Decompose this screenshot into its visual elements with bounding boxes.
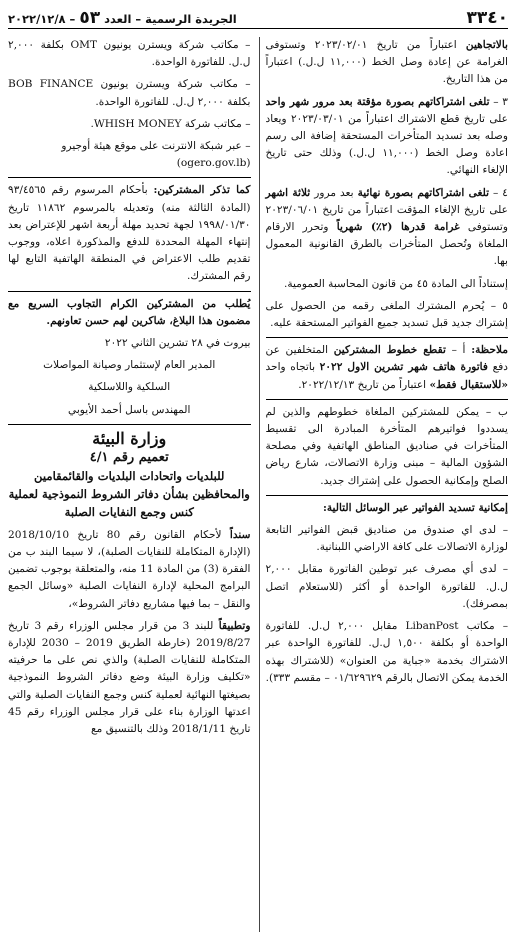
signature-title-1: المدير العام لإستثمار وصيانة المواصلات	[43, 359, 216, 372]
p1-text: اعتباراً من تاريخ ٢٠٢٣/٠٢/٠١ وتستوفى الغرامة عن إعادة وصل الخط (١١,٠٠٠ ل.ل.) اعتباراً من هذا التاريخ.	[265, 39, 508, 86]
divider	[8, 291, 251, 292]
circular-paragraph-2	[8, 618, 251, 738]
payment-method-1: – لدى اي صندوق من صناديق قبض الفواتير التابعة لوزارة الاتصالات على كافة الاراضي اللبنانية.	[265, 524, 508, 554]
issue-number: ٥٣	[79, 8, 101, 28]
p3-lead: ٤ –	[489, 186, 508, 199]
p3-text-c: وتحرر الارقام الملغاة وتُحصل المتأخرات بالطرق القانونية المعمول بها.	[265, 221, 508, 268]
payment-method-whish	[8, 116, 251, 133]
ministry-heading: وزارة البيئة	[92, 428, 167, 448]
l3-a: – مكاتب شركة	[181, 117, 251, 130]
ogero-url: (ogero.gov.lb)	[176, 157, 251, 170]
l2-b: بكلفة ٢,٠٠٠ ل.ل. للفاتورة الواحدة.	[95, 95, 251, 108]
l2-a: – مكاتب شركة ويسترن يونيون	[93, 78, 251, 91]
signature-title-2: السلكية واللاسلكية	[88, 381, 171, 394]
issue-date: – ٢٠٢٢/١٢/٨	[8, 12, 76, 26]
p3-bold-2: ثلاثة اشهر	[265, 186, 311, 199]
note-bold-2: تقطع خطوط المشتركين	[333, 344, 446, 357]
circular-paragraph-1	[8, 527, 251, 613]
note-bold-3: فاتورة هاتف شهر تشرين الاول ٢٠٢٢	[319, 361, 488, 374]
circular-title: للبلديات واتحادات البلديات والقائمقامين والمحافظين بشأن دفاتر الشروط النموذجية لعملية كنس وجمع النفايات الصلبة	[8, 468, 250, 519]
signing-date: بيروت في ٢٨ تشرين الثاني ٢٠٢٢	[104, 337, 251, 350]
p2-bold: تلغى اشتراكاتهم بصورة مؤقتة بعد مرور شهر واحد	[265, 95, 490, 108]
right-column	[259, 37, 509, 932]
p3-bold-1: تلغى اشتراكاتهم بصورة نهائية	[357, 186, 490, 199]
l1-a: – مكاتب شركة ويسترن يونيون	[97, 39, 251, 51]
divider	[266, 399, 509, 400]
reminder-paragraph	[8, 182, 251, 285]
payment-method-online	[8, 138, 251, 172]
divider	[266, 495, 509, 496]
p3-text-b: على تاريخ الإلغاء المؤقت اعتباراً من تاريخ ٢٠٢٣/٠٦/٠١ وتستوفى	[265, 203, 508, 234]
circular-number: تعميم رقم ٤/١	[89, 449, 169, 465]
bob-brand: BOB FINANCE	[8, 78, 94, 91]
p3-bold-3: غرامة قدرها (٢٪) شهرياً	[336, 221, 460, 234]
paragraph-item-5: ٥ – يُحرم المشترك الملغى رقمه من الحصول على إشتراك جديد قبل تسديد جميع الفواتير المستحقة عليه.	[265, 299, 508, 330]
payment-method-2: – لدى أي مصرف عبر توطين الفاتورة مقابل ٢,٠٠٠ ل.ل. للفاتورة الواحدة أو أكثر (للاستعلام اتصل بمصرفك).	[265, 563, 508, 610]
p3-text-a: بعد مرور	[310, 186, 358, 199]
left-column	[8, 37, 259, 932]
payment-method-bob	[8, 76, 251, 110]
p2-text: على تاريخ قطع الاشتراك اعتباراً من ٢٠٢٣/٠٣/٠١ ويعاد وصله بعد تسديد المتأخرات المستحقة إضافة الى رسم اعادة وصل الخط (١١,٠٠٠ ل.ل.) وذلك حتى تاريخ الإلغاء النهائي.	[265, 112, 508, 177]
l1-b: بكلفة ٢,٠٠٠ ل.ل. للفاتورة الواحدة.	[8, 39, 251, 69]
p2-lead: ٣ –	[489, 95, 508, 108]
divider	[266, 337, 509, 338]
divider	[8, 177, 251, 178]
payment-method-omt	[8, 37, 251, 71]
signature-name: المهندس باسل أحمد الأيوبي	[68, 403, 191, 416]
paragraph-1	[266, 37, 509, 89]
c2-text: للبند 3 من قرار مجلس الوزراء رقم 3 تاريخ 2019/8/27 (خارطة الطريق 2019 – 2030 للإدارة المتكاملة للنفايات الصلبة) والذي نص على ما حرفيته «تكليف وزارة البيئة وضع دفاتر الشروط النموذجية بصيغتها النهائية لعملية كنس وجمع النفايات الصلبة والتي اعدتها الوزارة بناء على قرار مجلس الوزراء رقم 45 تاريخ 2018/1/11 وذلك بالتنسيق مع	[8, 619, 251, 736]
omt-brand: OMT	[70, 39, 98, 51]
pay3-a: – مكاتب	[458, 620, 508, 633]
note-d: اعتباراً من تاريخ ٢٠٢٢/١٢/١٣.	[298, 378, 430, 391]
l3-b: .	[90, 117, 94, 130]
request-paragraph: يُطلب من المشتركين الكرام التجاوب السريع مع مضمون هذا البلاغ، شاكرين لهم حسن تعاونهم.	[8, 297, 251, 327]
paragraph-installments: ب – يمكن للمشتركين الملغاة خطوطهم والذين لم يسددوا فواتيرهم المتأخرة المبادرة الى تقسيط المتأخرات في صناديق المناطق الهاتفية وفي مصلحة الشؤون المالية – مبنى وزارة الاتصالات، شارع رياض الصلح وإمكانية الحصول على إشتراك جديد.	[265, 405, 508, 487]
paragraph-legal-basis: إستناداً الى المادة ٤٥ من قانون المحاسبة العمومية.	[283, 277, 508, 290]
gazette-title: الجريدة الرسمية – العدد	[104, 12, 237, 26]
page-header	[8, 6, 508, 29]
note-a: أ –	[445, 344, 472, 357]
note-c: باتجاه واحد	[265, 361, 320, 374]
c1-text: لأحكام القانون رقم 80 تاريخ 2018/10/10 (الإدارة المتكاملة للنفايات الصلبة)، لا سيما البند ب من الفقرة (3) من المادة 11 منه، والمتعلقة بوجوب تضمين البرامج المحلية لإدارة النفايات الصلبة «وسائل الجمع والنقل – بما فيها مشاريع دفاتر الشروط»،	[8, 528, 251, 610]
p1-bold: بالاتجاهين	[465, 39, 508, 51]
note-bold-4: «للاستقبال فقط»	[429, 378, 508, 391]
l4-text: – عبر شبكة الانترنت على موقع هيئة أوجيرو	[61, 140, 251, 153]
paragraph-item-3	[266, 94, 509, 180]
gazette-masthead	[8, 8, 237, 28]
note-paragraph	[266, 342, 509, 394]
whish-brand: WHISH MONEY	[93, 117, 182, 130]
reminder-bold: كما تذكر المشتركين:	[153, 184, 251, 197]
payment-method-3	[266, 618, 509, 687]
reminder-text: بأحكام المرسوم رقم ٩٣/٤٥٦٥ (المادة الثالثة منه) وتعديله بالمرسوم ١١٨٦٢ تاريخ ١٩٩٨/٠١/٣٠ لجهة تحديد مهلة أربعة اشهر للإعتراض بعد إنتهاء المهلة المحددة للدفع والمذكورة اعلاه، ووجوب تقديم طلب الاعتراض في المنطقة الهاتفية التابع لها رقم المشترك.	[8, 184, 251, 283]
paragraph-item-4	[266, 185, 509, 271]
page-number: ٣٣٤٠	[466, 8, 508, 28]
note-b: المتخلفين عن دفع	[265, 344, 508, 374]
payment-methods-heading: إمكانية تسديد الفواتير عبر الوسائل التالية:	[322, 501, 508, 514]
divider	[8, 424, 251, 425]
pay3-b: مقابل ٢,٠٠٠ ل.ل. للفاتورة الواحدة أو بكلفة ١,٥٠٠ ل.ل. للفاتورة الواحدة عبر الاشتراك بخدمة «جباية من العنوان» (للاشتراك بهذه الخدمة يمكن الاتصال بالرقم ٠١/٦٢٩٦٢٩ – مقسم ٣٣٣).	[265, 620, 508, 684]
c2-bold: وتطبيقاً	[218, 619, 251, 632]
libanpost-brand: LibanPost	[405, 620, 459, 633]
two-column-body	[8, 37, 508, 932]
note-label: ملاحظة:	[471, 344, 508, 357]
c1-bold: سنداً	[229, 528, 251, 541]
